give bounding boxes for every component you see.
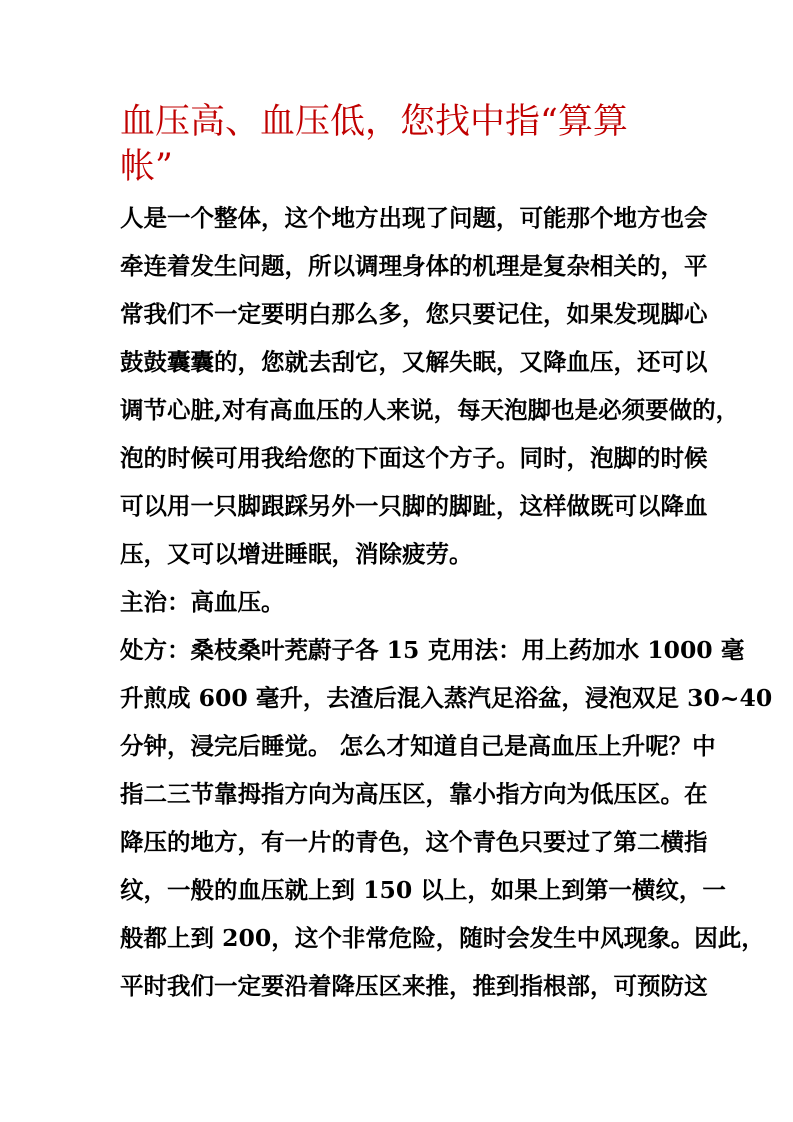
title-line: 帐” xyxy=(120,147,173,187)
body-line: 般都上到 200，这个非常危险，随时会发生中风现象。因此， xyxy=(120,924,765,952)
body-line: 调节心脏,对有高血压的人来说，每天泡脚也是必须要做的， xyxy=(120,396,740,424)
body-line: 人是一个整体，这个地方出现了问题，可能那个地方也会 xyxy=(120,204,708,232)
body-line: 指二三节靠拇指方向为高压区，靠小指方向为低压区。在 xyxy=(120,780,708,808)
article-body xyxy=(120,202,772,1018)
body-line: 分钟，浸完后睡觉。 怎么才知道自己是高血压上升呢？中 xyxy=(120,732,716,760)
body-line: 常我们不一定要明白那么多，您只要记住，如果发现脚心 xyxy=(120,300,708,328)
article-title xyxy=(120,100,628,190)
body-line: 牵连着发生问题，所以调理身体的机理是复杂相关的，平 xyxy=(120,252,708,280)
title-line: 血压高、血压低，您找中指“算算 xyxy=(120,102,628,142)
body-line: 平时我们一定要沿着降压区来推，推到指根部，可预防这 xyxy=(120,972,708,1000)
body-line: 处方：桑枝桑叶茺蔚子各 15 克用法：用上药加水 1000 毫 xyxy=(120,636,745,664)
body-line: 泡的时候可用我给您的下面这个方子。同时，泡脚的时候 xyxy=(120,444,708,472)
body-line: 升煎成 600 毫升，去渣后混入蒸汽足浴盆，浸泡双足 30~40 xyxy=(120,684,773,712)
body-line: 降压的地方，有一片的青色，这个青色只要过了第二横指 xyxy=(120,828,708,856)
body-line: 纹，一般的血压就上到 150 以上，如果上到第一横纹，一 xyxy=(120,876,726,904)
body-line: 主治：高血压。 xyxy=(120,588,285,616)
body-line: 鼓鼓囊囊的，您就去刮它，又解失眠，又降血压，还可以 xyxy=(120,348,708,376)
body-line: 压，又可以增进睡眠，消除疲劳。 xyxy=(120,540,473,568)
body-line: 可以用一只脚跟踩另外一只脚的脚趾，这样做既可以降血 xyxy=(120,492,708,520)
